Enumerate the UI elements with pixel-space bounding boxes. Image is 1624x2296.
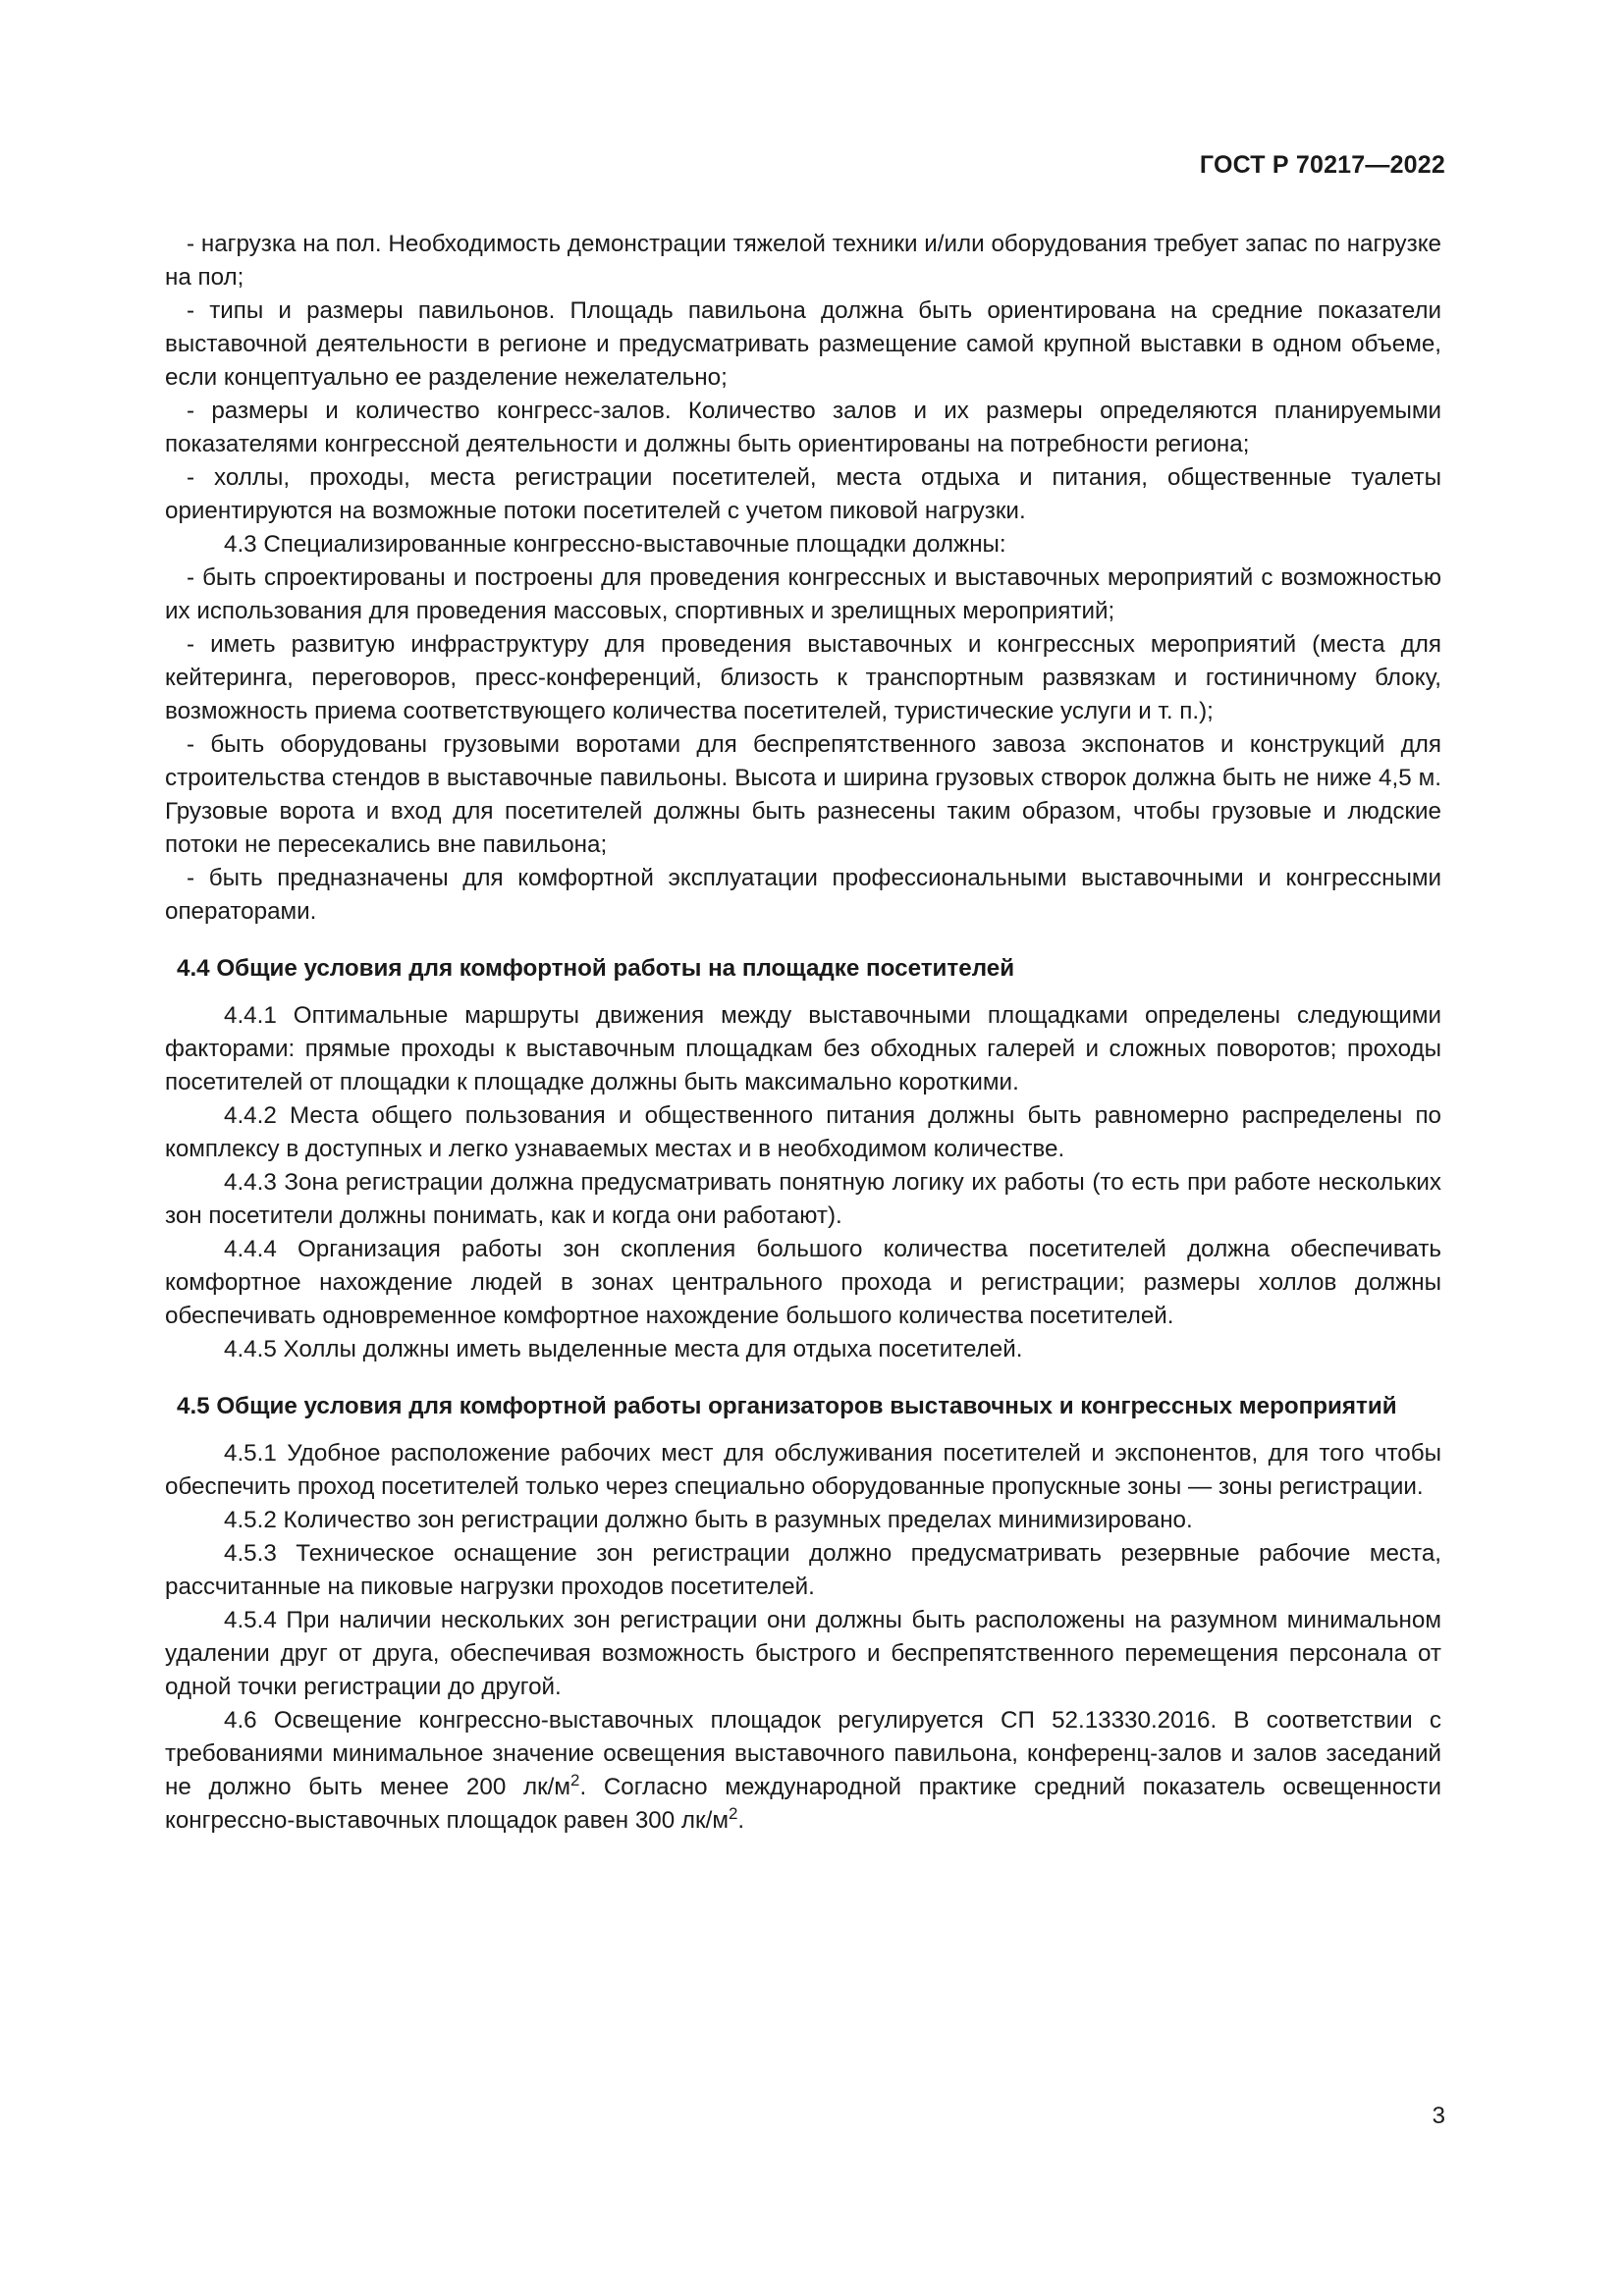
- clause-4-5-1: 4.5.1 Удобное расположение рабочих мест для обслуживания посетителей и экспонентов, для того чтобы обеспечить проход посетителей только через специально оборудованные пропускные зоны — зоны регистрации.: [165, 1440, 1441, 1500]
- clause-4-6-text-3: .: [737, 1807, 745, 1834]
- list-item: - нагрузка на пол. Необходимость демонстрации тяжелой техники и/или оборудования требует запас по нагрузке на пол;: [165, 231, 1441, 291]
- clause-4-6: [165, 1704, 1441, 1838]
- list-item: - типы и размеры павильонов. Площадь павильона должна быть ориентирована на средние показатели выставочной деятельности в регионе и предусматривать размещение самой крупной выставки в одном объеме, если концептуально ее разделение нежелательно;: [165, 297, 1441, 391]
- clause-4-4-4: 4.4.4 Организация работы зон скопления большого количества посетителей должна обеспечивать комфортное нахождение людей в зонах центрального прохода и регистрации; размеры холлов должны обеспечивать одновременное комфортное нахождение большого количества посетителей.: [165, 1236, 1441, 1329]
- clause-4-4-5: 4.4.5 Холлы должны иметь выделенные места для отдыха посетителей.: [224, 1336, 1023, 1362]
- page-number: 3: [1432, 2103, 1445, 2129]
- list-item: - быть оборудованы грузовыми воротами для беспрепятственного завоза экспонатов и конструкций для строительства стендов в выставочные павильоны. Высота и ширина грузовых створок должна быть не ниже 4,5 м. Грузовые ворота и вход для посетителей должны быть разнесены таким образом, чтобы грузовые и людские потоки не пересекались вне павильона;: [165, 731, 1441, 858]
- clause-4-6-text-2: . Согласно международной практике средний показатель освещенности конгрессно-выставочных площадок равен 300 лк/м: [165, 1774, 1441, 1834]
- clause-4-6-text-1: 4.6 Освещение конгрессно-выставочных площадок регулируется СП 52.13330.2016. В соответствии с требованиями минимальное значение освещения выставочного павильона, конференц-залов и залов заседаний не должно быть менее 200 лк/м: [165, 1707, 1441, 1800]
- list-item: - иметь развитую инфраструктуру для проведения выставочных и конгрессных мероприятий (места для кейтеринга, переговоров, пресс-конференций, близость к транспортным развязкам и гостиничному блоку, возможность приема соответствующего количества посетителей, туристические услуги и т. п.);: [165, 631, 1441, 724]
- list-item: - размеры и количество конгресс-залов. Количество залов и их размеры определяются планируемыми показателями конгрессной деятельности и должны быть ориентированы на потребности региона;: [165, 398, 1441, 457]
- document-code: ГОСТ Р 70217—2022: [1199, 151, 1445, 179]
- clause-4-4-3: 4.4.3 Зона регистрации должна предусматривать понятную логику их работы (то есть при работе нескольких зон посетители должны понимать, как и когда они работают).: [165, 1169, 1441, 1229]
- clause-4-5-4: 4.5.4 При наличии нескольких зон регистрации они должны быть расположены на разумном минимальном удалении друг от друга, обеспечивая возможность быстрого и беспрепятственного перемещения персонала от одной точки регистрации до другой.: [165, 1607, 1441, 1700]
- superscript: 2: [728, 1803, 738, 1823]
- clause-4-4-2: 4.4.2 Места общего пользования и общественного питания должны быть равномерно распределены по комплексу в доступных и легко узнаваемых местах и в необходимом количестве.: [165, 1102, 1441, 1162]
- section-heading-4-4: 4.4 Общие условия для комфортной работы на площадке посетителей: [177, 955, 1015, 982]
- clause-4-5-3: 4.5.3 Техническое оснащение зон регистрации должно предусматривать резервные рабочие места, рассчитанные на пиковые нагрузки проходов посетителей.: [165, 1540, 1441, 1600]
- list-item: - холлы, проходы, места регистрации посетителей, места отдыха и питания, общественные туалеты ориентируются на возможные потоки посетителей с учетом пиковой нагрузки.: [165, 464, 1441, 524]
- clause-4-4-1: 4.4.1 Оптимальные маршруты движения между выставочными площадками определены следующими факторами: прямые проходы к выставочным площадкам без обходных галерей и сложных поворотов; проходы посетителей от площадки к площадке должны быть максимально короткими.: [165, 1002, 1441, 1095]
- list-item: - быть предназначены для комфортной эксплуатации профессиональными выставочными и конгрессными операторами.: [165, 865, 1441, 925]
- document-body: [165, 228, 1441, 1838]
- clause-4-5-2: 4.5.2 Количество зон регистрации должно быть в разумных пределах минимизировано.: [224, 1507, 1193, 1533]
- superscript: 2: [570, 1770, 580, 1789]
- list-item: - быть спроектированы и построены для проведения конгрессных и выставочных мероприятий с возможностью их использования для проведения массовых, спортивных и зрелищных мероприятий;: [165, 564, 1441, 624]
- clause-4-3: 4.3 Специализированные конгрессно-выставочные площадки должны:: [224, 531, 1006, 558]
- section-heading-4-5: 4.5 Общие условия для комфортной работы организаторов выставочных и конгрессных мероприятий: [177, 1393, 1397, 1419]
